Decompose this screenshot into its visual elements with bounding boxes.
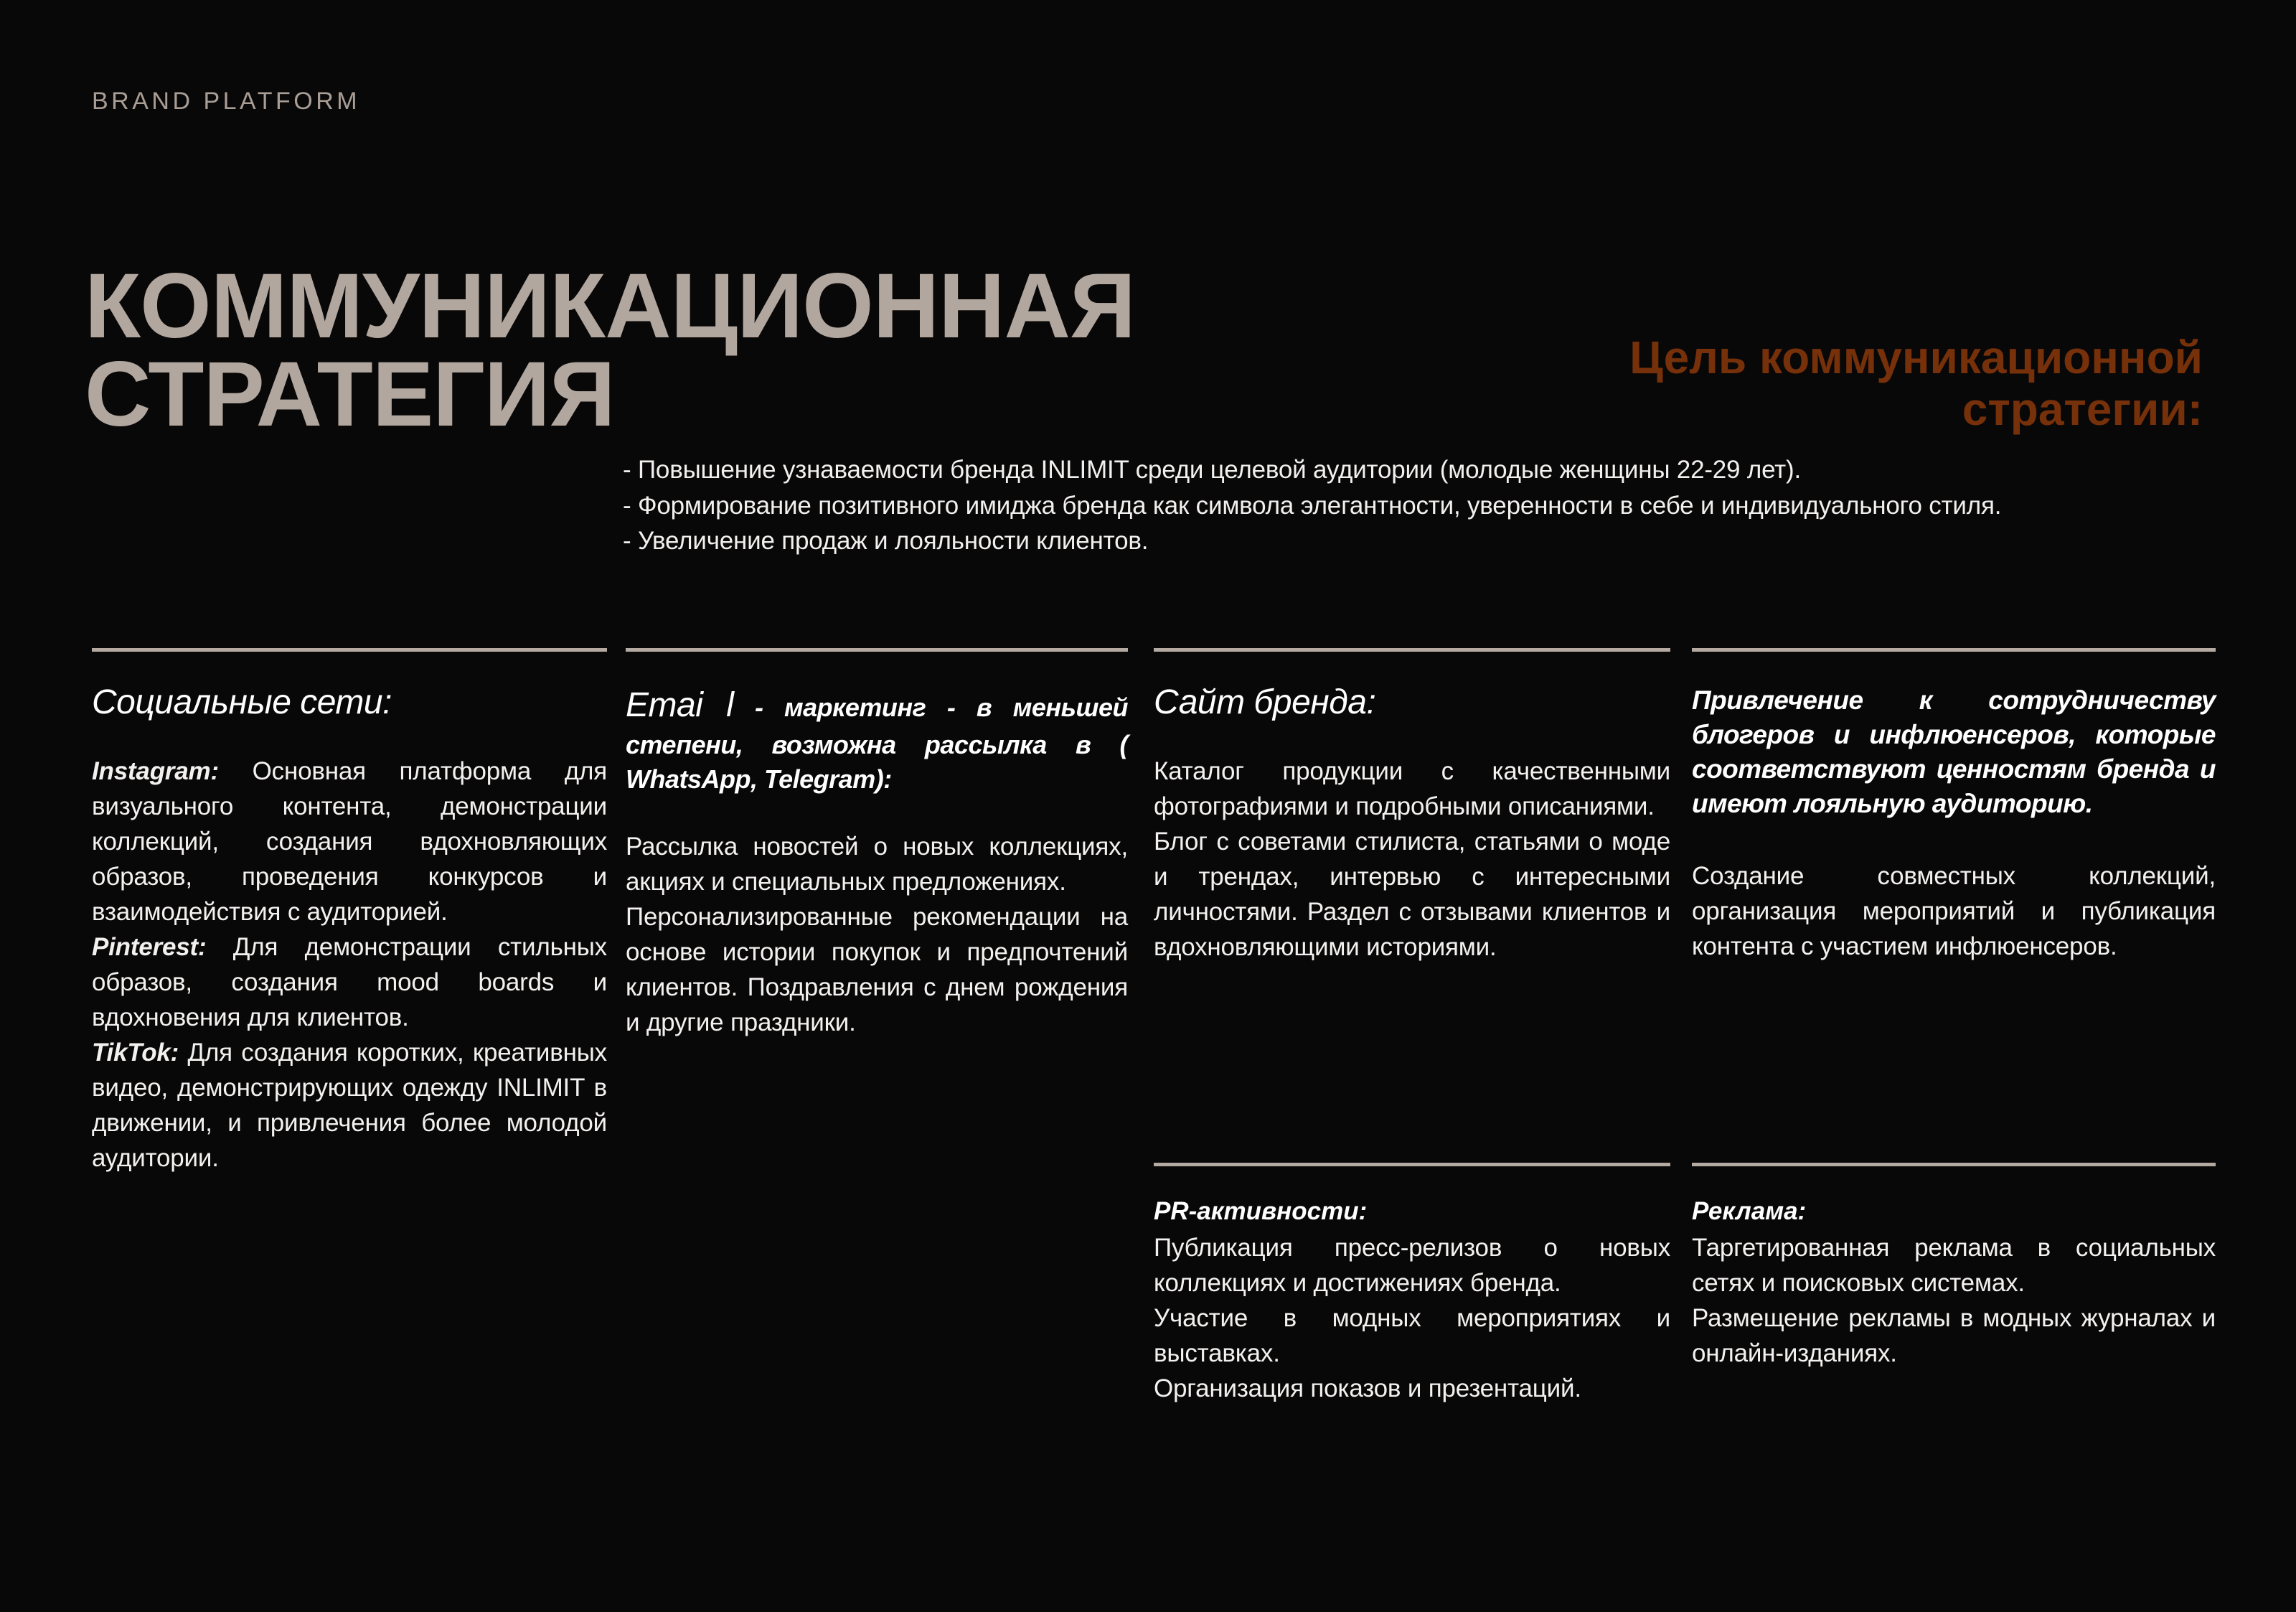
social-item-label: TikTok: [92, 1038, 179, 1067]
column-brand-website [1154, 683, 1670, 965]
section-pr-activities [1154, 1197, 1670, 1406]
column-website-body [1154, 754, 1670, 965]
column-social-heading: Социальные сети: [92, 683, 392, 721]
ads-body [1692, 1230, 2216, 1371]
pr-body [1154, 1230, 1670, 1406]
social-item-label: Pinterest: [92, 932, 207, 961]
column-email-heading-sub: - маркетинг - в меньшей степени, возможна рассылка в ( WhatsApp, Telegram): [626, 693, 1129, 795]
pr-paragraph: Организация показов и презентаций. [1154, 1374, 1581, 1402]
page-title [85, 254, 1412, 446]
website-paragraph: Блог с советами стилиста, статьями о моде и трендах, интервью с интересными личностями. Раздел с отзывами клиентов и вдохновляющими историями. [1154, 827, 1670, 961]
social-item-instagram [92, 754, 607, 929]
goal-heading-line-1: Цель коммуникационной [1629, 332, 2203, 384]
divider-pr-section [1154, 1163, 1670, 1166]
section-advertising [1692, 1197, 2216, 1371]
column-influencers [1692, 683, 2216, 964]
pr-paragraph: Участие в модных мероприятиях и выставках. [1154, 1304, 1670, 1367]
goal-heading-line-2: стратегии: [1962, 383, 2203, 435]
ads-heading: Реклама: [1692, 1197, 1807, 1225]
ads-paragraph: Таргетированная реклама в социальных сетях и поисковых системах. [1692, 1234, 2216, 1297]
ads-paragraph: Размещение рекламы в модных журналах и онлайн-изданиях. [1692, 1304, 2216, 1367]
social-item-text: Для демонстрации стильных образов, создания mood boards и вдохновения для клиентов. [92, 932, 607, 1031]
column-email-body [626, 829, 1128, 1040]
goal-bullet: - Повышение узнаваемости бренда INLIMIT среди целевой аудитории (молодые женщины 22-29 лет). [623, 456, 1801, 484]
goal-bullet-list [623, 452, 2201, 559]
social-item-tiktok [92, 1035, 607, 1176]
pr-paragraph: Публикация пресс-релизов о новых коллекциях и достижениях бренда. [1154, 1234, 1670, 1297]
pr-heading: PR-активности: [1154, 1197, 1368, 1225]
goal-bullet: - Увеличение продаж и лояльности клиентов. [623, 527, 1149, 556]
divider-column-2 [626, 648, 1128, 652]
divider-column-4 [1692, 648, 2216, 652]
eyebrow-label: BRAND PLATFORM [92, 88, 361, 115]
divider-ads-section [1692, 1163, 2216, 1166]
goal-heading [1342, 332, 2203, 435]
page-title-line-2: СТРАТЕГИЯ [85, 342, 615, 446]
column-email-heading-lead: Emai l [626, 686, 734, 724]
email-paragraph: Рассылка новостей о новых коллекциях, акциях и специальных предложениях. [626, 832, 1128, 896]
social-item-text: Для создания коротких, креативных видео, демонстрирующих одежду INLIMIT в движении, и привлечения более молодой аудитории. [92, 1038, 607, 1172]
influencers-paragraph: Создание совместных коллекций, организация мероприятий и публикация контента с участием инфлюенсеров. [1692, 862, 2216, 961]
website-paragraph: Каталог продукции с качественными фотографиями и подробными описаниями. [1154, 756, 1670, 820]
divider-column-3 [1154, 648, 1670, 652]
page-title-line-1: КОММУНИКАЦИОННАЯ [85, 254, 1135, 357]
column-website-heading: Сайт бренда: [1154, 683, 1376, 721]
divider-column-1 [92, 648, 607, 652]
social-item-pinterest [92, 929, 607, 1035]
goal-bullet: - Формирование позитивного имиджа бренда как символа элегантности, уверенности в себе и индивидуального стиля. [623, 491, 2002, 520]
column-influencers-heading: Привлечение к сотрудничеству блогеров и инфлюенсеров, которые соответствуют ценностям бренда и имеют лояльную аудиторию. [1692, 685, 2216, 819]
email-paragraph: Персонализированные рекомендации на основе истории покупок и предпочтений клиентов. Поздравления с днем рождения и другие праздники. [626, 902, 1128, 1036]
column-influencers-body [1692, 858, 2216, 964]
social-item-label: Instagram: [92, 756, 219, 785]
column-social-networks [92, 683, 607, 1176]
column-social-body [92, 754, 607, 1176]
social-item-text: Основная платформа для визуального контента, демонстрации коллекций, создания вдохновляющих образов, проведения конкурсов и взаимодействия с аудиторией. [92, 756, 607, 926]
column-email-marketing [626, 683, 1128, 1040]
column-email-heading [626, 683, 1128, 797]
